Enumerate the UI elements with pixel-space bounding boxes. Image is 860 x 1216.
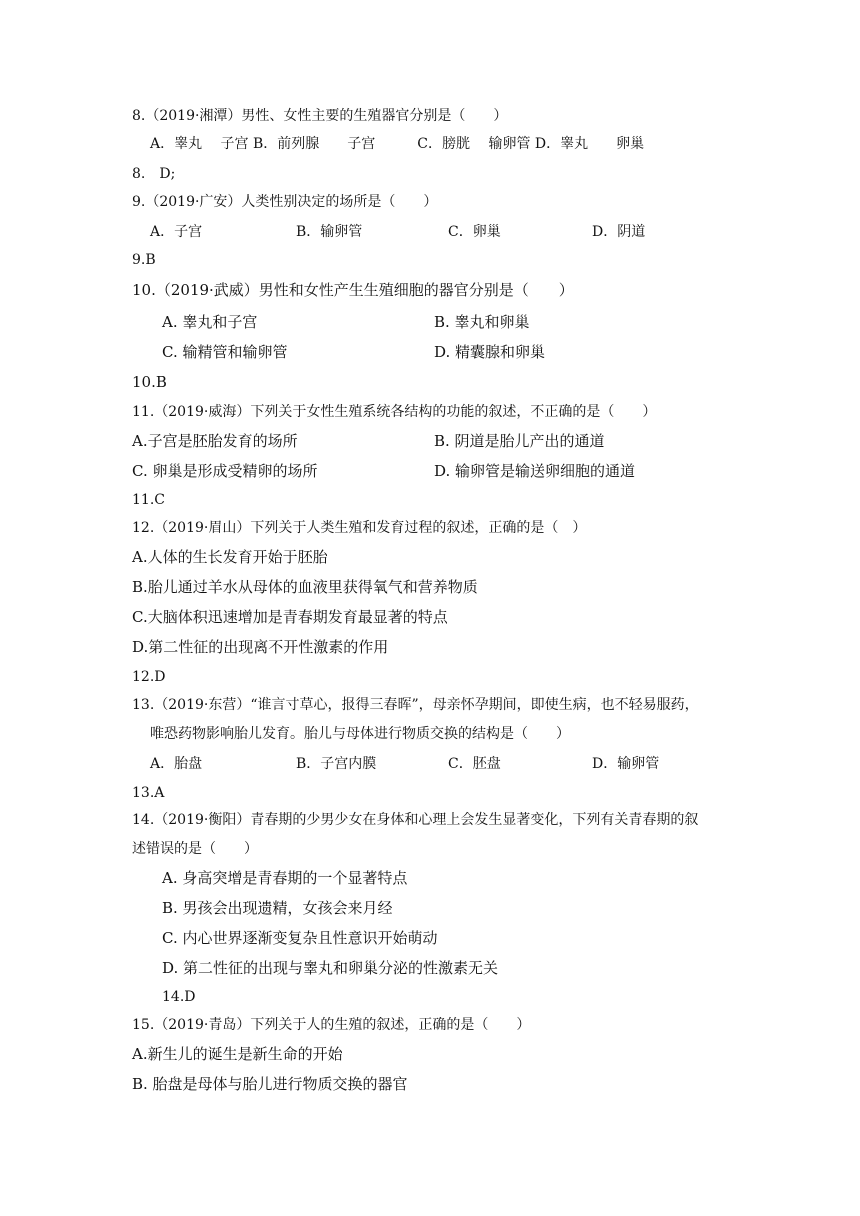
option-b: B．输卵管 [296,224,363,240]
option-d: D. 精囊腺和卵巢 [434,343,546,361]
question-12-option-c: C.大脑体积迅速增加是青春期发育最显著的特点 [132,608,448,626]
option-c: C．胚盘 [448,756,501,772]
option-a: A.子宫是胚胎发育的场所 [132,432,298,450]
question-14-stem-line1: 14.（2019·衡阳）青春期的少男少女在身体和心理上会发生显著变化，下列有关青春期的叙 [132,812,699,828]
question-15-stem: 15.（2019·青岛）下列关于人的生殖的叙述，正确的是（ ） [132,1017,531,1033]
option-a: A. 睾丸和子宫 [162,313,258,331]
option-c: C. 输精管和输卵管 [162,343,288,361]
question-14-option-c: C. 内心世界逐渐变复杂且性意识开始萌动 [162,929,438,947]
question-15-option-b: B. 胎盘是母体与胎儿进行物质交换的器官 [132,1075,408,1093]
question-14-answer: 14.D [162,989,196,1005]
option-b: B. 阴道是胎儿产出的通道 [434,432,605,450]
option-d: D．输卵管 [592,756,660,772]
option-d: D．阴道 [592,224,646,240]
question-13-stem-line2: 唯恐药物影响胎儿发育。胎儿与母体进行物质交换的结构是（ ） [150,726,570,742]
option-d: D. 输卵管是输送卵细胞的通道 [434,462,636,480]
question-11-answer: 11.C [132,492,165,508]
option-b: B．子宫内膜 [296,756,377,772]
question-10-stem: 10.（2019·武威）男性和女性产生生殖细胞的器官分别是（ ） [132,281,574,299]
question-14-option-d: D. 第二性征的出现与睾丸和卵巢分泌的性激素无关 [162,959,499,977]
question-9-stem: 9.（2019·广安）人类性别决定的场所是（ ） [132,194,438,210]
question-12-stem: 12.（2019·眉山）下列关于人类生殖和发育过程的叙述，正确的是（ ） [132,520,587,536]
question-8-stem: 8.（2019·湘潭）男性、女性主要的生殖器官分别是（ ） [132,108,508,124]
question-8-options: A．睾丸 子宫 B．前列腺 子宫 C．膀胱 输卵管 D．睾丸 卵巢 [150,136,645,152]
option-b: B. 睾丸和卵巢 [434,313,530,331]
question-13-answer: 13.A [132,785,165,801]
question-13-stem-line1: 13.（2019·东营）“谁言寸草心，报得三春晖”，母亲怀孕期间，即使生病，也不轻易服药， [132,697,699,713]
question-11-stem: 11.（2019·威海）下列关于女性生殖系统各结构的功能的叙述，不正确的是（ ） [132,404,657,420]
question-15-option-a: A.新生儿的诞生是新生命的开始 [132,1045,343,1063]
question-14-option-a: A. 身高突增是青春期的一个显著特点 [162,869,408,887]
option-c: C．卵巢 [448,224,501,240]
question-12-answer: 12.D [132,669,166,685]
question-8-answer: 8. D; [132,166,176,182]
option-c: C. 卵巢是形成受精卵的场所 [132,462,318,480]
question-14-stem-line2: 述错误的是（ ） [132,841,258,857]
question-12-option-a: A.人体的生长发育开始于胚胎 [132,548,328,566]
question-12-option-d: D.第二性征的出现离不开性激素的作用 [132,638,389,656]
question-12-option-b: B.胎儿通过羊水从母体的血液里获得氧气和营养物质 [132,578,478,596]
question-10-answer: 10.B [132,373,167,391]
option-a: A．子宫 [150,224,203,240]
question-14-option-b: B. 男孩会出现遗精，女孩会来月经 [162,899,393,917]
option-a: A．胎盘 [150,756,203,772]
question-9-answer: 9.B [132,252,156,268]
